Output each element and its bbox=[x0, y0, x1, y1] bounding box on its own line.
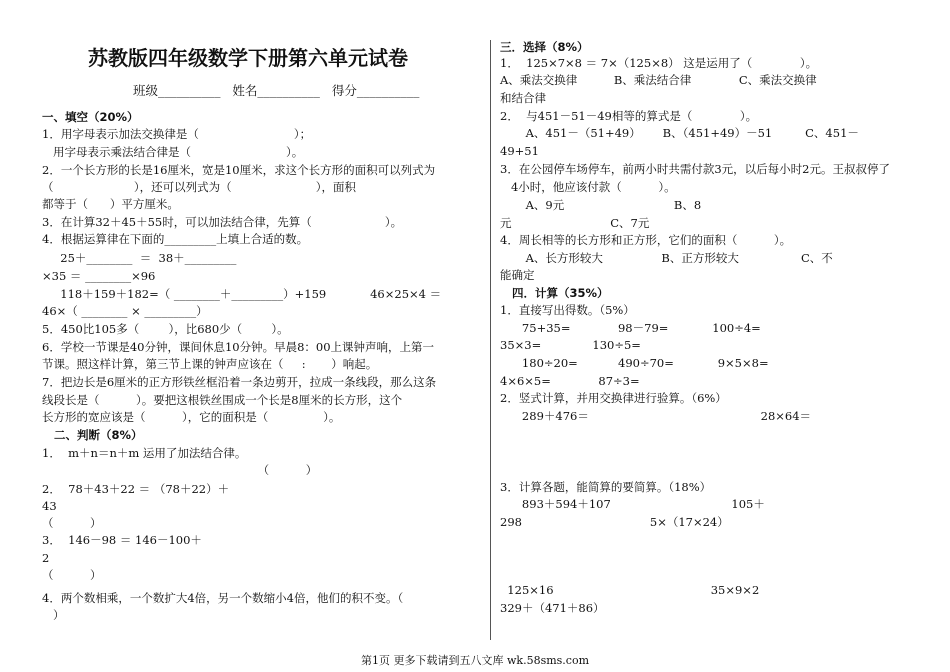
question-line: ×35 ＝ ________×96 bbox=[42, 269, 156, 283]
column-divider bbox=[490, 40, 491, 640]
question-line: 线段长是（ ）。要把这根铁丝围成一个长是8厘米的长方形，这个 bbox=[42, 393, 403, 407]
question-line: 4．周长相等的长方形和正方形，它们的面积（ ）。 bbox=[500, 233, 792, 247]
question-line: 1．直接写出得数。（5%） bbox=[500, 303, 635, 317]
question-line: （ ），还可以列式为（ ），面积 bbox=[42, 180, 356, 194]
question-line: 3． 146－98 ＝ 146－100＋ bbox=[42, 533, 202, 547]
section-heading: 三．选择（8%） bbox=[500, 40, 589, 54]
question-line: 3．计算各题，能简算的要简算。（18%） bbox=[500, 480, 712, 494]
section-heading: 二、判断（8%） bbox=[42, 428, 143, 442]
question-line: 35×3= 130÷5= bbox=[500, 338, 641, 352]
question-line: 1．用字母表示加法交换律是（ ）； bbox=[42, 127, 312, 141]
question-line: 6．学校一节课是40分钟，课间休息10分钟。早晨8：00上课钟声响，上第一 bbox=[42, 340, 435, 354]
page-footer: 第1页 更多下载请到五八文库 wk.58sms.com bbox=[361, 654, 589, 667]
question-line: 25＋________ ＝ 38＋_________ bbox=[42, 251, 237, 265]
question-line: 125×16 35×9×2 bbox=[500, 583, 760, 597]
section-heading: 四．计算（35%） bbox=[500, 286, 609, 300]
section-heading: 一、填空（20%） bbox=[42, 110, 139, 124]
question-line: 4×6×5= 87÷3= bbox=[500, 374, 640, 388]
question-line: 2．一个长方形的长是16厘米，宽是10厘米，求这个长方形的面积可以列式为 bbox=[42, 163, 436, 177]
question-line: 1． 125×7×8 ＝ 7×（125×8） 这是运用了（ ）。 bbox=[500, 56, 818, 70]
question-line: 180÷20= 490÷70= 9×5×8= bbox=[500, 356, 769, 370]
question-line: A、9元 B、8 bbox=[500, 198, 702, 212]
question-line: 能确定 bbox=[500, 268, 535, 282]
question-line: A、长方形较大 B、正方形较大 C、不 bbox=[500, 251, 833, 265]
question-line: 7．把边长是6厘米的正方形铁丝框沿着一条边剪开，拉成一条线段，那么这条 bbox=[42, 375, 437, 389]
question-line: 2． 与451－51－49相等的算式是（ ）。 bbox=[500, 109, 758, 123]
question-line: 5．450比105多（ ），比680少（ ）。 bbox=[42, 322, 289, 336]
question-line: 元 C、7元 bbox=[500, 216, 650, 230]
question-line: 2． 78＋43＋22 ＝ （78＋22）＋ bbox=[42, 482, 230, 496]
question-line: 75+35= 98－79= 100÷4= bbox=[500, 321, 761, 335]
question-line: 289＋476＝ 28×64＝ bbox=[500, 409, 812, 423]
question-line: 2 bbox=[42, 551, 50, 565]
question-line: A、乘法交换律 B、乘法结合律 C、乘法交换律 bbox=[500, 73, 817, 87]
student-info-line: 班级__________ 姓名__________ 得分__________ bbox=[133, 83, 420, 98]
question-line: 2．竖式计算，并用交换律进行验算。（6%） bbox=[500, 391, 727, 405]
question-line: 4．两个数相乘，一个数扩大4倍，另一个数缩小4倍，他们的积不变。（ bbox=[42, 591, 404, 605]
question-line: 3．在公园停车场停车，前两小时共需付款3元，以后每小时2元。王叔叔停了 bbox=[500, 162, 890, 176]
question-line: 298 5×（17×24） bbox=[500, 515, 729, 529]
question-line: （ ） bbox=[42, 516, 102, 530]
question-line: 118＋159＋182=（ ________＋_________）+159 46×25×4 ＝ bbox=[42, 287, 442, 301]
question-line: 4．根据运算律在下面的_________上填上合适的数。 bbox=[42, 232, 309, 246]
question-line: 都等于（ ）平方厘米。 bbox=[42, 197, 179, 211]
question-line: 49+51 bbox=[500, 144, 539, 158]
question-line: 46×（ ________ × _________） bbox=[42, 304, 208, 318]
question-line: 893＋594＋107 105＋ bbox=[500, 497, 765, 511]
question-line: 用字母表示乘法结合律是（ ）。 bbox=[42, 145, 304, 159]
question-line: A、451－（51+49） B、（451+49）－51 C、451－ bbox=[500, 126, 859, 140]
question-line: ） bbox=[42, 608, 65, 622]
question-line: （ ） bbox=[42, 463, 318, 477]
question-line: 43 bbox=[42, 499, 57, 513]
question-line: 节课。照这样计算，第三节上课的钟声应该在（ : ）响起。 bbox=[42, 357, 378, 371]
page-title: 苏教版四年级数学下册第六单元试卷 bbox=[88, 46, 408, 70]
question-line: 3．在计算32＋45＋55时，可以加法结合律，先算（ ）。 bbox=[42, 215, 403, 229]
question-line: 1． m＋n＝n＋m 运用了加法结合律。 bbox=[42, 446, 247, 460]
question-line: 4小时，他应该付款（ ）。 bbox=[500, 180, 676, 194]
question-line: （ ） bbox=[42, 568, 102, 582]
question-line: 329＋（471＋86） bbox=[500, 601, 605, 615]
question-line: 长方形的宽应该是（ ），它的面积是（ ）。 bbox=[42, 410, 341, 424]
question-line: 和结合律 bbox=[500, 91, 546, 105]
